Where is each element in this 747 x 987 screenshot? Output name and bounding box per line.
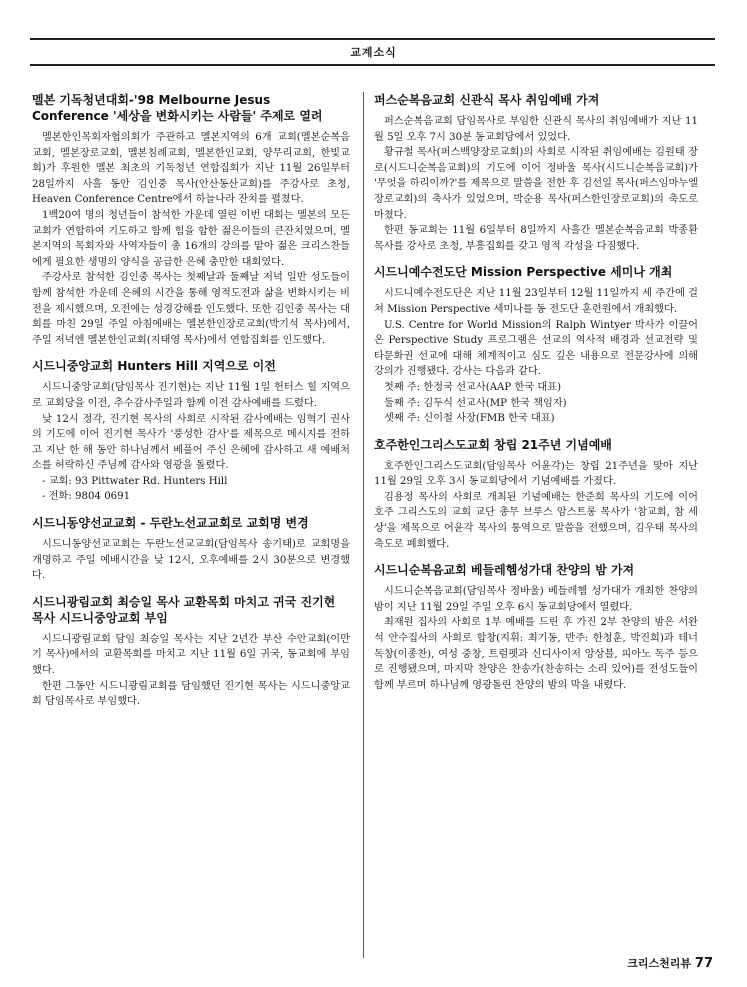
speaker-week-3: 셋째 주: 신이철 사장(FMB 한국 대표) <box>384 413 555 425</box>
article-paragraph: 김용정 목사의 사회로 개최된 기념예배는 한준희 목사의 기도에 이어 호주 그리스도의 교회 교단 총무 브루스 암스트롱 목사가 '참교회, 참 세상'을 제목으로 어윤각 목사의 통역으로 말씀을 전했으며, 김우태 목사의 축도로 폐회했다. <box>374 491 698 550</box>
article-name-change <box>32 515 350 584</box>
page-number: 77 <box>694 956 713 971</box>
article-paragraph: 멜본한인목회자협의회가 주관하고 멜본지역의 6개 교회(멜본순복음교회, 멜본장로교회, 멜본침례교회, 멜본한인교회, 양무리교회, 한빛교회)가 후원한 멜본 최초의 기독청년 연합집회가 지난 11월 26일부터 28일까지 사흘 동안 김인중 목사(안산동산교회)를 주강사로 초청, Heaven Conference Centre에서 하늘나라 잔치를 펼쳤다. <box>32 132 350 206</box>
right-column <box>374 92 698 703</box>
article-title: 시드니중앙교회 Hunters Hill 지역으로 이전 <box>32 359 276 374</box>
top-rule <box>30 38 715 40</box>
article-paragraph: 최재원 집사의 사회로 1부 예배를 드린 후 가진 2부 찬양의 밤은 서완석 안수집사의 사회로 합창(지휘: 최기동, 반주: 한청훈, 박진희)과 테너 독창(이종찬), 여성 중창, 트럼펫과 신디사이저 앙상블, 피아노 독주 등으로 진행됐으며, 마지막 찬양은 찬송가(찬송하는 소리 있어)를 전성도들이 함께 부르며 하나님께 영광돌린 찬양의 밤의 막을 내렸다. <box>374 617 698 691</box>
section-title: 교계소식 <box>350 46 397 59</box>
article-paragraph: 호주한인그리스도교회(담임목사 어윤각)는 창립 21주년을 맞아 지난 11월 29일 오후 3시 동교회당에서 기념예배를 가졌다. <box>374 460 698 488</box>
article-paragraph: 주강사로 참석한 김인중 목사는 첫째날과 둘째날 저녁 일반 성도들이 함께 참석한 가운데 은혜의 시간을 통해 영적도전과 삶을 변화시키는 비전을 제시했으며, 오전에는 성경강해를 인도했다. 또한 김인중 목사는 대회를 마친 29일 주일 아침에배는 멜본한인장로교회(박기석 목사)에서, 주일 저녁엔 멜본한인교회(지태영 목사)에서 연합집회를 인도했다. <box>32 272 350 346</box>
speaker-week-2: 둘째 주: 김두식 선교사(MP 한국 책임자) <box>384 397 567 409</box>
article-paragraph: 시드니예수전도단은 지난 11월 23일부터 12월 11일까지 세 주간에 걸쳐 Mission Perspective 세미나를 동 전도단 훈련원에서 개최했다. <box>374 288 698 315</box>
article-paragraph: 한편 동교회는 11월 6일부터 8일까지 사흘간 멜본순복음교회 박종환 목사를 강사로 초청, 부흥집회를 갖고 영적 각성을 다짐했다. <box>374 225 698 252</box>
article-title: 시드니광림교회 최승일 목사 교환목회 마치고 귀국 진기현 목사 시드니중앙교회 부임 <box>32 594 336 625</box>
article-mission-seminar <box>374 264 698 426</box>
article-praise-night <box>374 562 698 693</box>
article-paragraph: 시드니중앙교회(담임목사 진기현)는 지난 11월 1일 헌터스 힐 지역으로 교회당을 이전, 추수감사주일과 함께 이전 감사예배를 드렸다. <box>32 382 350 409</box>
article-paragraph: 황규철 목사(퍼스백양장로교회)의 사회로 시작된 취임예배는 김원태 장로(시드니순복음교회)의 기도에 이어 정바울 목사(시드니순복음교회)가 '무엇을 하리이까?'를 제목으로 말씀을 전한 후 김선일 목사(퍼스임마누엘장로교회)의 축사가 있었으며, 박순용 목사(퍼스한인장로교회)의 축도로 마쳤다. <box>374 147 698 221</box>
article-paragraph: 1백20여 명의 청년들이 참석한 가운데 열린 이번 대회는 멜본의 모든 교회가 연합하여 기도하고 함께 힘을 합한 젊은이들의 큰잔치였으며, 멜본지역의 목회자와 사역자들이 총 16개의 강의를 맡아 젊은 크리스찬들에게 필요한 생명의 양식을 공급한 은혜 충만한 대회였다. <box>32 209 350 268</box>
article-title: 시드니순복음교회 베들레헴성가대 찬양의 밤 가져 <box>374 563 635 578</box>
page-footer <box>627 955 713 971</box>
article-anniversary <box>374 437 698 553</box>
article-paragraph: 한편 그동안 시드니광림교회를 담임했던 진기현 목사는 시드니중앙교회 담임목사로 부임했다. <box>32 680 350 708</box>
article-paragraph: 낮 12시 정각, 진기현 목사의 사회로 시작된 감사예배는 임혁기 권사의 기도에 이어 진기현 목사가 '풍성한 감사'를 제목으로 메시지를 전하고 지난 한 해 동안 하나님께서 베풀어 주신 은혜에 감사하고 새 예배처소를 허락하신 주님께 감사와 영광을 돌렸다. <box>32 413 350 472</box>
article-paragraph: 시드니순복음교회(담임목사 정바울) 베들레헴 성가대가 개최한 찬양의 밤이 지난 11월 29일 주일 오후 6시 동교회당에서 열렸다. <box>374 586 698 613</box>
article-title: 시드니예수전도단 Mission Perspective 세미나 개최 <box>374 265 673 280</box>
article-paragraph: 시드니동양선교교회는 두란노선교교회(담임목사 송기태)로 교회명을 개명하고 주일 예배시간을 낮 12시, 오후예배를 2시 30분으로 변경했다. <box>32 539 350 582</box>
article-title: 멜본 기독청년대회-'98 Melbourne Jesus Conference '세상을 변화시키는 사람들' 주제로 열려 <box>32 93 323 123</box>
article-pastor-return <box>32 594 350 710</box>
left-column <box>32 92 350 720</box>
column-divider <box>363 92 364 958</box>
article-paragraph: U.S. Centre for World Mission의 Ralph Wintyer 박사가 이끌어 온 Perspective Study 프로그램은 선교의 역사적 배경과 선교전략 및 타문화권 선교에 대해 체계적이고 심도 깊은 내용으로 전문강사에 의해 강의가 진행됐다. 강사는 다음과 같다. <box>374 319 698 378</box>
article-central-church-relocation <box>32 358 350 505</box>
article-paragraph: 시드니광림교회 담임 최승일 목사는 지난 2년간 부산 수안교회(이만기 목사)에서의 교환목회를 마치고 지난 11월 6일 귀국, 동교회에 부임했다. <box>32 633 350 677</box>
church-address: - 교회: 93 Pittwater Rd. Hunters Hill <box>42 475 228 487</box>
article-title: 퍼스순복음교회 신관식 목사 취임예배 가져 <box>374 93 600 107</box>
section-rule <box>30 64 715 66</box>
magazine-name: 크리스천리뷰 <box>627 957 692 970</box>
church-phone: - 전화: 9804 0691 <box>42 491 131 503</box>
article-paragraph: 퍼스순복음교회 담임목사로 부임한 신관식 목사의 취임예배가 지난 11월 5일 오후 7시 30분 동교회당에서 있었다. <box>374 116 698 143</box>
article-title: 시드니동양선교교회 - 두란노선교교회로 교회명 변경 <box>32 516 309 531</box>
article-perth-inauguration <box>374 92 698 254</box>
article-melbourne-conference <box>32 92 350 348</box>
article-title: 호주한인그리스도교회 창립 21주년 기념예배 <box>374 437 612 452</box>
speaker-week-1: 첫째 주: 한정국 선교사(AAP 한국 대표) <box>384 381 562 393</box>
